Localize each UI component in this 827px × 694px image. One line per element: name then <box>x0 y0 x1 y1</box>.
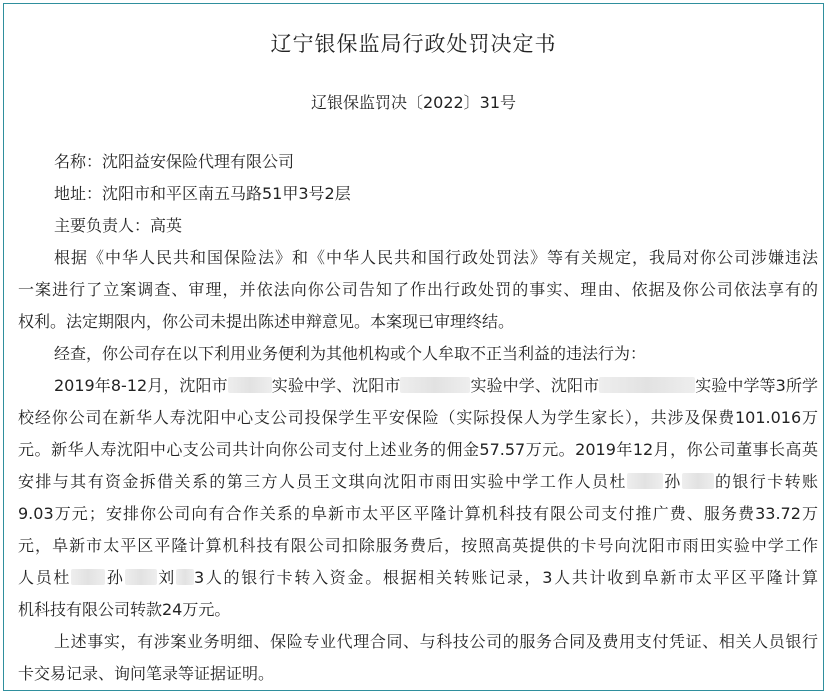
company-address-line: 地址：沈阳市和平区南五马路51甲3号2层 <box>54 184 351 203</box>
document-frame <box>3 3 824 691</box>
text-segment: 安排与其有资金拆借关系的第三方人员王文琪向沈阳市雨田实验中学工作人员杜 <box>18 472 627 491</box>
paragraph-4-line-1: 上述事实，有涉案业务明细、保险专业代理合同、与科技公司的服务合同及费用支付凭证、相关人员银行 <box>54 632 818 651</box>
redaction-block <box>627 473 663 489</box>
company-name-line: 名称：沈阳益安保险代理有限公司 <box>54 152 295 171</box>
text-segment: 实验中学等3所学 <box>695 376 818 395</box>
paragraph-1-line-1: 根据《中华人民共和国保险法》和《中华人民共和国行政处罚法》等有关规定，我局对你公司涉嫌违法 <box>54 248 818 267</box>
paragraph-3-line-1 <box>18 375 818 397</box>
redaction-block <box>599 377 695 393</box>
paragraph-2-line-1: 经查，你公司存在以下利用业务便利为其他机构或个人牟取不正当利益的违法行为： <box>54 344 647 363</box>
paragraph-3-line-4 <box>18 471 818 493</box>
company-head-line: 主要负责人：高英 <box>54 216 183 235</box>
text-segment: 实验中学、沈阳市 <box>470 376 600 395</box>
paragraph-3-line-7 <box>18 567 818 589</box>
text-segment: 2019年8-12月，沈阳市 <box>54 376 228 395</box>
text-segment: 刘 <box>156 568 176 587</box>
paragraph-4-line-2: 卡交易记录、询问笔录等证据证明。 <box>18 664 275 683</box>
paragraph-3-line-5: 9.03万元；安排你公司向有合作关系的阜新市太平区平隆计算机科技有限公司支付推广费、服务费33.72万 <box>18 504 818 523</box>
document-number: 辽银保监罚决〔2022〕31号 <box>310 93 517 112</box>
redaction-block <box>228 377 272 393</box>
document-title: 辽宁银保监局行政处罚决定书 <box>270 32 557 56</box>
paragraph-3-line-3: 元。新华人寿沈阳中心支公司共计向你公司支付上述业务的佣金57.57万元。2019年12月，你公司董事长高英 <box>18 440 818 459</box>
redaction-block <box>176 569 194 585</box>
paragraph-3-line-6: 元，阜新市太平区平隆计算机科技有限公司扣除服务费后，按照高英提供的卡号向沈阳市雨田实验中学工作 <box>18 536 818 555</box>
text-segment: 的银行卡转账 <box>713 472 818 491</box>
text-segment: 孙 <box>662 472 682 491</box>
redaction-block <box>125 569 157 585</box>
redaction-block <box>682 473 714 489</box>
paragraph-1-line-3: 权利。法定期限内，你公司未提出陈述申辩意见。本案现已审理终结。 <box>18 312 515 331</box>
text-segment: 实验中学、沈阳市 <box>271 376 401 395</box>
text-segment: 3人的银行卡转入资金。根据相关转账记录，3人共计收到阜新市太平区平隆计算 <box>193 568 818 587</box>
text-segment: 人员杜 <box>18 568 72 587</box>
redaction-block <box>400 377 470 393</box>
redaction-block <box>71 569 105 585</box>
text-segment: 孙 <box>105 568 125 587</box>
paragraph-1-line-2: 一案进行了立案调查、审理，并依法向你公司告知了作出行政处罚的事实、理由、依据及你公司依法享有的 <box>18 280 818 299</box>
paragraph-3-line-8: 机科技有限公司转款24万元。 <box>18 600 231 619</box>
paragraph-3-line-2: 校经你公司在新华人寿沈阳中心支公司投保学生平安保险（实际投保人为学生家长），共涉及保费101.016万 <box>18 408 818 427</box>
